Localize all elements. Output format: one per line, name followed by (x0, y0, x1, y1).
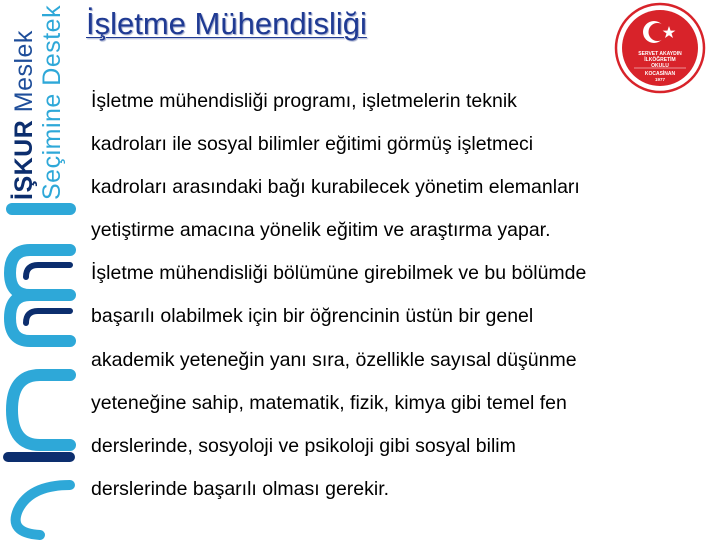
body-line: derslerinde başarılı olması gerekir. (91, 477, 390, 500)
body-line: kadroları arasındaki bağı kurabilecek yönetim elemanları (91, 176, 580, 199)
logo-d-bowl (12, 375, 70, 445)
body-line: kadroları ile sosyal bilimler eğitimi görmüş işletmeci (91, 133, 534, 156)
emblem-school-name: SERVET AKAYDIN (638, 51, 682, 57)
body-line: başarılı olabilmek için bir öğrencinin üstün bir genel (91, 305, 534, 328)
body-line: yeteneğine sahip, matematik, fizik, kimya gibi temel fen (91, 391, 567, 414)
emblem-school-type: İLKÖĞRETİM (644, 57, 676, 63)
body-line: akademik yeteneğin yanı sıra, özellikle sayısal düşünme (91, 348, 577, 371)
brand-sidebar (0, 0, 90, 540)
slide-title: İşletme Mühendisliği (86, 6, 367, 41)
body-text (91, 80, 711, 511)
brand-wordmark (10, 0, 80, 200)
emblem-school-label: OKULU (651, 63, 669, 69)
body-line: İşletme mühendisliği bölümüne girebilmek ve bu bölümde (91, 262, 587, 285)
body-line: yetiştirme amacına yönelik eğitim ve araştırma yapar. (91, 219, 551, 242)
brand-name-bold: İŞKUR (10, 119, 38, 200)
brand-name-rest: Meslek (10, 30, 38, 120)
imd-swirl-logo-icon (0, 195, 90, 540)
emblem-year: 1977 (654, 77, 665, 82)
brand-line-1 (10, 0, 38, 200)
emblem-district: KOCASİNAN (644, 71, 676, 77)
body-line: derslerinde, sosyoloji ve psikoloji gibi sosyal bilim (91, 434, 516, 457)
brand-tagline: Seçimine Destek (38, 4, 66, 200)
body-line: İşletme mühendisliği programı, işletmelerin teknik (91, 90, 517, 112)
logo-swirl-tail (16, 485, 70, 535)
